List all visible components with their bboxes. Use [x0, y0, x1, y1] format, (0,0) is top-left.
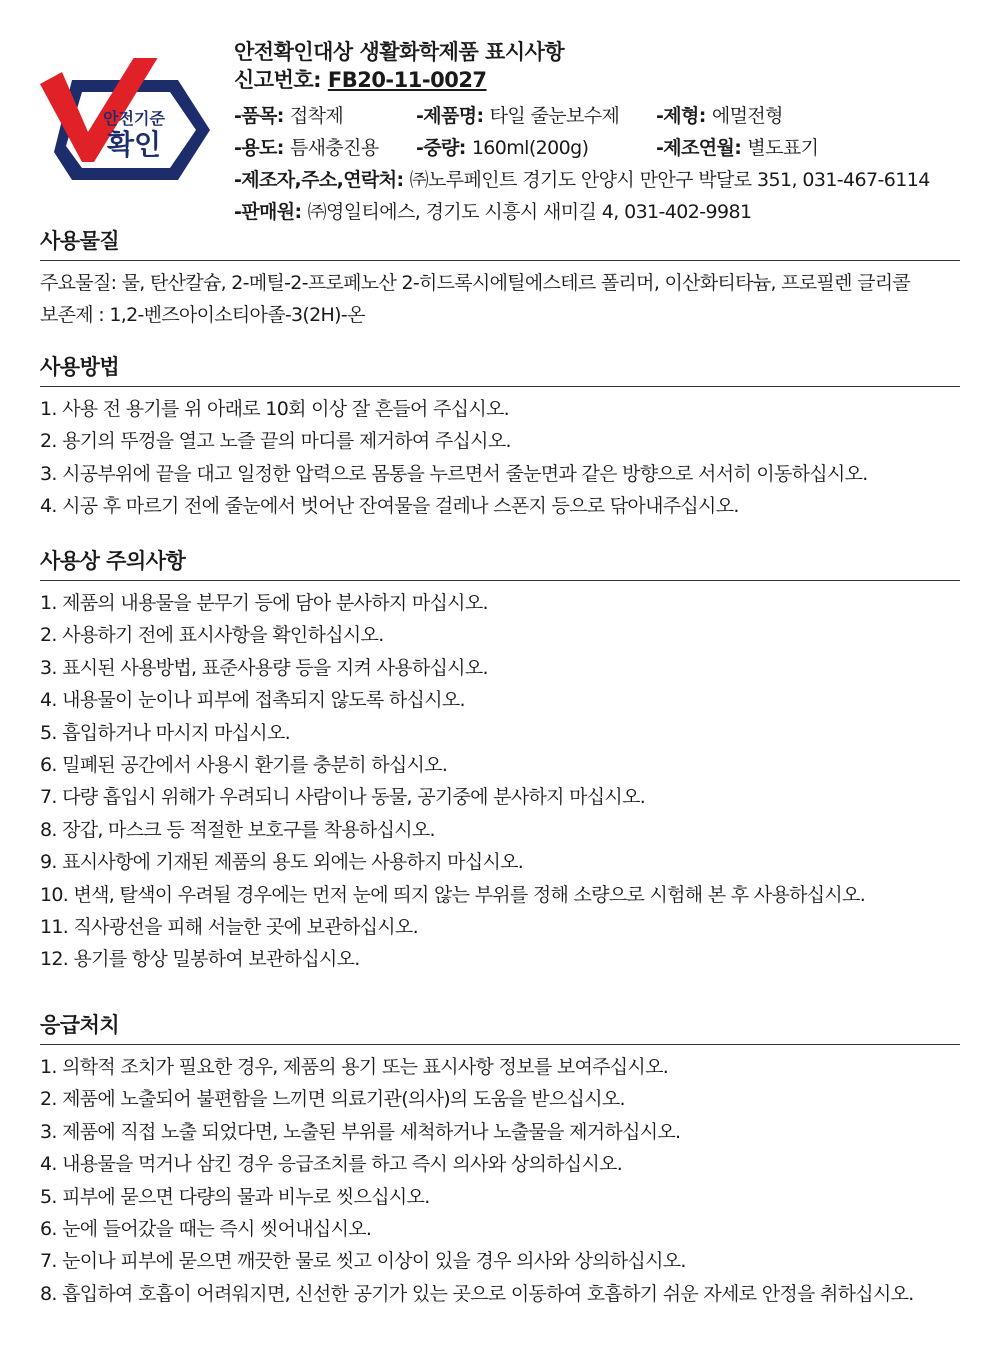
section-firstaid	[40, 1010, 960, 1310]
list-item: 7. 눈이나 피부에 묻으면 깨끗한 물로 씻고 이상이 있을 경우 의사와 상의하십시오.	[40, 1250, 686, 1273]
section-lines	[40, 587, 960, 976]
safety-check-emblem	[38, 58, 214, 194]
maker-label: -제조자,주소,연락처:	[234, 169, 410, 191]
item-label: -품목:	[234, 105, 290, 127]
product-label: -제품명:	[416, 105, 490, 127]
section-cautions	[40, 546, 960, 976]
list-item: 6. 눈에 들어갔을 때는 즉시 씻어내십시오.	[40, 1218, 372, 1241]
date-label: -제조연월:	[656, 137, 748, 159]
registration-label: 신고번호:	[234, 68, 328, 92]
info-row-2	[234, 132, 974, 164]
list-item: 3. 제품에 직접 노출 되었다면, 노출된 부위를 세척하거나 노출물을 제거하십시오.	[40, 1120, 681, 1143]
list-item: 5. 피부에 묻으면 다량의 물과 비누로 씻으십시오.	[40, 1185, 430, 1208]
list-item: 6. 밀폐된 공간에서 사용시 환기를 충분히 하십시오.	[40, 754, 448, 777]
list-item: 2. 사용하기 전에 표시사항을 확인하십시오.	[40, 624, 384, 647]
list-item: 4. 내용물이 눈이나 피부에 접촉되지 않도록 하십시오.	[40, 689, 465, 712]
section-lines	[40, 393, 960, 523]
logo-text-top: 안전기준	[103, 109, 165, 128]
list-item: 12. 용기를 항상 밀봉하여 보관하십시오.	[40, 948, 360, 971]
list-item: 2. 제품에 노출되어 불편함을 느끼면 의료기관(의사)의 도움을 받으십시오.	[40, 1088, 625, 1111]
info-row-maker	[234, 164, 974, 196]
list-item: 7. 다량 흡입시 위해가 우려되니 사람이나 동물, 공기중에 분사하지 마십시오.	[40, 786, 646, 809]
product-info	[234, 100, 974, 228]
logo-text-bottom: 확인	[106, 128, 162, 161]
section-title: 사용물질	[40, 226, 960, 261]
seller-label: -판매원:	[234, 201, 308, 223]
list-item: 2. 용기의 뚜껑을 열고 노즐 끝의 마디를 제거하여 주십시오.	[40, 430, 511, 453]
registration-value: FB20-11-0027	[327, 68, 487, 92]
list-item: 1. 의학적 조치가 필요한 경우, 제품의 용기 또는 표시사항 정보를 보여주십시오.	[40, 1056, 669, 1078]
section-lines	[40, 1051, 960, 1310]
date-value: 별도표기	[747, 137, 819, 159]
info-row-1	[234, 100, 974, 132]
use-value: 틈새충진용	[289, 137, 379, 159]
maker-value: ㈜노루페인트 경기도 안양시 만안구 박달로 351, 031-467-6114	[409, 169, 930, 191]
list-item: 주요물질: 물, 탄산칼슘, 2-메틸-2-프로페노산 2-히드록시에틸에스테르 폴리머, 이산화티타늄, 프로필렌 글리콜	[40, 272, 911, 294]
section-title: 사용방법	[40, 352, 960, 387]
info-row-seller	[234, 196, 974, 228]
section-substances	[40, 226, 960, 332]
section-lines	[40, 267, 960, 332]
section-title: 응급처치	[40, 1010, 960, 1045]
form-label: -제형:	[656, 105, 712, 127]
product-value: 타일 줄눈보수제	[489, 105, 620, 127]
seller-value: ㈜영일티에스, 경기도 시흥시 새미길 4, 031-402-9981	[307, 201, 752, 223]
list-item: 1. 제품의 내용물을 분무기 등에 담아 분사하지 마십시오.	[40, 592, 488, 614]
section-title: 사용상 주의사항	[40, 546, 960, 581]
list-item: 10. 변색, 탈색이 우려될 경우에는 먼저 눈에 띄지 않는 부위를 정해 소량으로 시험해 본 후 사용하십시오.	[40, 883, 866, 906]
list-item: 4. 시공 후 마르기 전에 줄눈에서 벗어난 잔여물을 걸레나 스폰지 등으로 닦아내주십시오.	[40, 495, 739, 518]
page-title: 안전확인대상 생활화학제품 표시사항	[234, 40, 565, 64]
label-header	[234, 38, 974, 228]
list-item: 8. 장갑, 마스크 등 적절한 보호구를 착용하십시오.	[40, 818, 435, 841]
list-item: 1. 사용 전 용기를 위 아래로 10회 이상 잘 흔들어 주십시오.	[40, 398, 509, 420]
list-item: 보존제 : 1,2-벤즈아이소티아졸-3(2H)-온	[40, 304, 365, 327]
list-item: 5. 흡입하거나 마시지 마십시오.	[40, 721, 290, 744]
list-item: 3. 시공부위에 끝을 대고 일정한 압력으로 몸통을 누르면서 줄눈면과 같은 방향으로 서서히 이동하십시오.	[40, 462, 868, 485]
list-item: 11. 직사광선을 피해 서늘한 곳에 보관하십시오.	[40, 916, 418, 939]
safety-check-logo	[38, 58, 214, 194]
list-item: 3. 표시된 사용방법, 표준사용량 등을 지켜 사용하십시오.	[40, 656, 488, 679]
list-item: 4. 내용물을 먹거나 삼킨 경우 응급조치를 하고 즉시 의사와 상의하십시오.	[40, 1153, 623, 1176]
list-item: 9. 표시사항에 기재된 제품의 용도 외에는 사용하지 마십시오.	[40, 851, 524, 874]
weight-value: 160ml(200g)	[471, 137, 589, 159]
use-label: -용도:	[234, 137, 290, 159]
registration-number	[234, 66, 974, 94]
list-item: 8. 흡입하여 호흡이 어려워지면, 신선한 공기가 있는 곳으로 이동하여 호흡하기 쉬운 자세로 안정을 취하십시오.	[40, 1282, 914, 1305]
item-value: 접착제	[289, 105, 344, 127]
section-usage	[40, 352, 960, 523]
form-value: 에멀전형	[711, 105, 783, 127]
weight-label: -중량:	[416, 137, 472, 159]
